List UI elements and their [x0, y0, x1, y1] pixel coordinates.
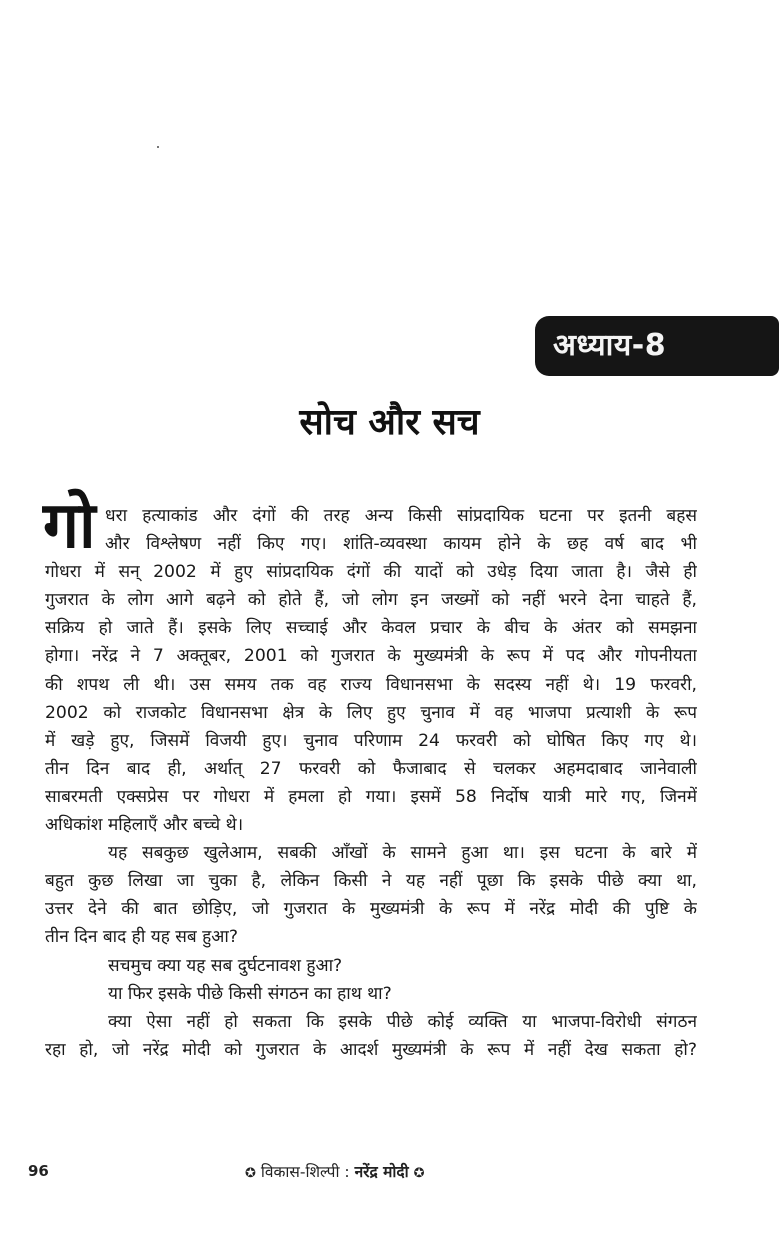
text-line: साबरमती एक्सप्रेस पर गोधरा में हमला हो गया। इसमें 58 निर्दोष यात्री मारे गए, जिनमें	[45, 786, 697, 807]
chapter-title: सोच और सच	[299, 402, 480, 443]
text-line: उत्तर देने की बात छोड़िए, जो गुजरात के मुख्यमंत्री के रूप में नरेंद्र मोदी की पुष्टि के	[45, 899, 697, 920]
speck	[157, 146, 159, 148]
text-line: तीन दिन बाद ही, अर्थात् 27 फरवरी को फैजाबाद से चलकर अहमदाबाद जानेवाली	[45, 758, 697, 779]
text-line: की शपथ ली थी। उस समय तक वह राज्य विधानसभा के सदस्य नहीं थे। 19 फरवरी,	[45, 674, 697, 695]
text-line: और विश्लेषण नहीं किए गए। शांति-व्यवस्था कायम होने के छह वर्ष बाद भी	[105, 534, 697, 555]
text-line: सक्रिय हो जाते हैं। इसके लिए सच्चाई और केवल प्रचार के बीच के अंतर को समझना	[45, 618, 697, 639]
text-line: अधिकांश महिलाएँ और बच्चे थे।	[45, 815, 244, 836]
text-line: सचमुच क्या यह सब दुर्घटनावश हुआ?	[108, 955, 343, 976]
ornament-icon: ✪	[413, 1166, 425, 1181]
text-line: गुजरात के लोग आगे बढ़ने को होते हैं, जो लोग इन जख्मों को नहीं भरने देना चाहते हैं,	[45, 590, 697, 611]
text-line: 2002 को राजकोट विधानसभा क्षेत्र के लिए हुए चुनाव में वह भाजपा प्रत्याशी के रूप	[45, 702, 697, 723]
text-line: में खड़े हुए, जिसमें विजयी हुए। चुनाव परिणाम 24 फरवरी को घोषित किए गए थे।	[45, 730, 697, 751]
text-line: या फिर इसके पीछे किसी संगठन का हाथ था?	[108, 983, 392, 1004]
body-text	[45, 502, 697, 1064]
text-line: होगा। नरेंद्र ने 7 अक्तूबर, 2001 को गुजरात के मुख्यमंत्री के रूप में पद और गोपनीयता	[45, 646, 697, 667]
text-line: क्या ऐसा नहीं हो सकता कि इसके पीछे कोई व्यक्ति या भाजपा-विरोधी संगठन	[108, 1011, 697, 1032]
text-line: गोधरा में सन् 2002 में हुए सांप्रदायिक दंगों की यादों को उधेड़ दिया जाता है। जैसे ही	[45, 562, 697, 583]
text-line: यह सबकुछ खुलेआम, सबकी आँखों के सामने हुआ था। इस घटना के बारे में	[108, 843, 697, 864]
running-footer	[245, 1160, 425, 1182]
text-line: रहा हो, जो नरेंद्र मोदी को गुजरात के आदर्श मुख्यमंत्री के रूप में नहीं देख सकता हो?	[45, 1039, 697, 1060]
page-number: 96	[28, 1162, 49, 1180]
book-title: विकास-शिल्पी :	[260, 1163, 350, 1181]
text-line: बहुत कुछ लिखा जा चुका है, लेकिन किसी ने यह नहीं पूछा कि इसके पीछे क्या था,	[45, 871, 697, 892]
chapter-label: अध्याय-8	[553, 328, 667, 363]
chapter-label-tab	[535, 316, 779, 376]
ornament-icon: ✪	[245, 1166, 256, 1181]
text-line: धरा हत्याकांड और दंगों की तरह अन्य किसी सांप्रदायिक घटना पर इतनी बहस	[105, 506, 697, 526]
drop-cap: गो	[43, 489, 96, 563]
text-line: तीन दिन बाद ही यह सब हुआ?	[45, 927, 238, 948]
author-name: नरेंद्र मोदी	[354, 1163, 409, 1181]
